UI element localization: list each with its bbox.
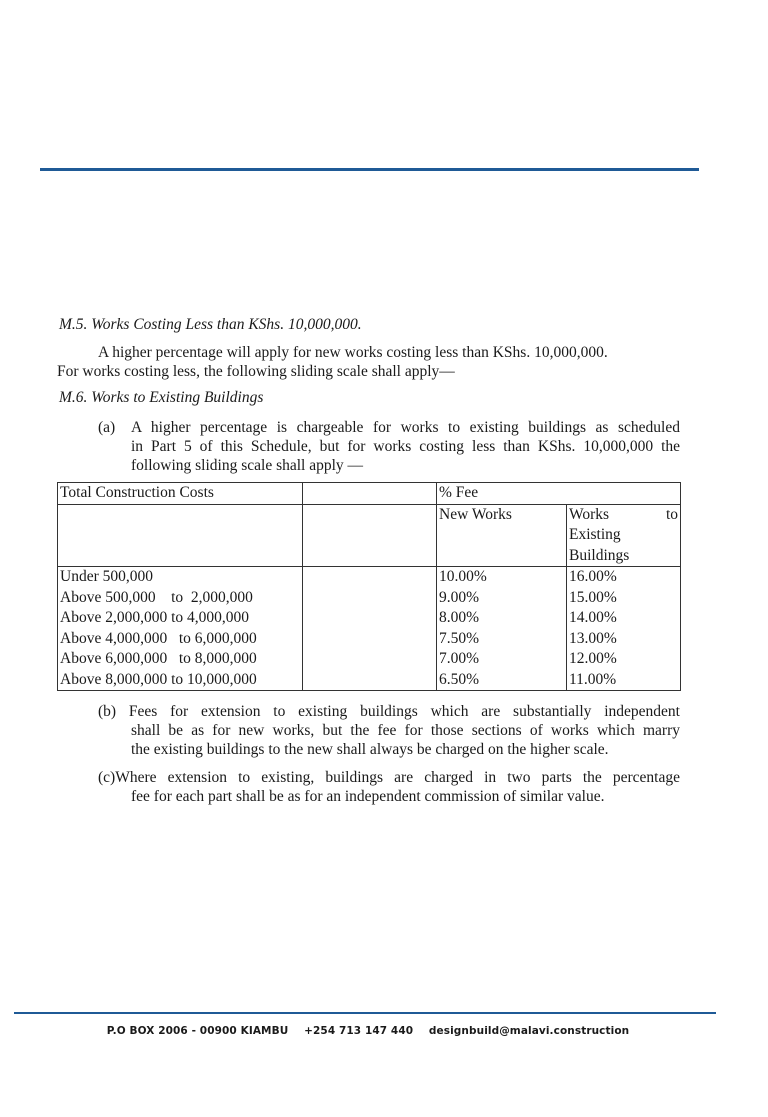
table-row bbox=[58, 608, 681, 629]
cost-range: Under 500,000 bbox=[58, 567, 303, 588]
header-existing-word-1: Works bbox=[569, 505, 610, 523]
item-b-line-1: (b) Fees for extension to existing buildings which are substantially independent bbox=[98, 703, 680, 720]
new-works-fee: 8.00% bbox=[437, 608, 567, 629]
item-a-line-3: following sliding scale shall apply — bbox=[131, 457, 364, 474]
header-new-works: New Works bbox=[437, 504, 567, 567]
header-total-construction-costs: Total Construction Costs bbox=[58, 483, 303, 505]
existing-buildings-fee: 13.00% bbox=[567, 629, 681, 650]
cost-range: Above 500,000 to 2,000,000 bbox=[58, 588, 303, 609]
existing-buildings-fee: 16.00% bbox=[567, 567, 681, 588]
cost-range: Above 2,000,000 to 4,000,000 bbox=[58, 608, 303, 629]
section-m5-paragraph-line-2: For works costing less, the following sliding scale shall apply— bbox=[57, 363, 455, 380]
table-subheader-row bbox=[58, 504, 681, 567]
section-m6-heading: M.6. Works to Existing Buildings bbox=[59, 389, 264, 406]
footer-email: designbuild@malavi.construction bbox=[428, 1025, 630, 1037]
header-fee: % Fee bbox=[437, 483, 681, 505]
item-c-line-2: fee for each part shall be as for an independent commission of similar value. bbox=[131, 788, 605, 805]
new-works-fee: 9.00% bbox=[437, 588, 567, 609]
table-row bbox=[58, 670, 681, 691]
table-row bbox=[58, 649, 681, 670]
existing-buildings-fee: 15.00% bbox=[567, 588, 681, 609]
subheader-empty-cell bbox=[303, 504, 437, 567]
footer-phone: +254 713 147 440 bbox=[304, 1025, 414, 1037]
table-header-row bbox=[58, 483, 681, 505]
section-m5-paragraph-line-1: A higher percentage will apply for new works costing less than KShs. 10,000,000. bbox=[98, 344, 608, 361]
existing-buildings-fee: 12.00% bbox=[567, 649, 681, 670]
cost-range: Above 8,000,000 to 10,000,000 bbox=[58, 670, 303, 691]
header-works-to-existing-buildings bbox=[567, 504, 681, 567]
empty-cell bbox=[303, 567, 437, 588]
item-c-line-1: (c)Where extension to existing, buildings are charged in two parts the percentage bbox=[98, 769, 680, 786]
empty-cell bbox=[303, 588, 437, 609]
table-row bbox=[58, 629, 681, 650]
section-m5-heading: M.5. Works Costing Less than KShs. 10,000,000. bbox=[59, 316, 362, 333]
cost-range: Above 6,000,000 to 8,000,000 bbox=[58, 649, 303, 670]
header-divider bbox=[40, 168, 699, 171]
empty-cell bbox=[303, 608, 437, 629]
cost-range: Above 4,000,000 to 6,000,000 bbox=[58, 629, 303, 650]
header-existing-word-2: to bbox=[665, 505, 679, 523]
item-a-line-2: in Part 5 of this Schedule, but for works costing less than KShs. 10,000,000 the bbox=[131, 438, 680, 455]
new-works-fee: 10.00% bbox=[437, 567, 567, 588]
fee-scale-table bbox=[57, 482, 681, 691]
header-empty-cell bbox=[303, 483, 437, 505]
item-a-label: (a) bbox=[98, 419, 116, 436]
footer-contact bbox=[0, 1025, 736, 1037]
existing-buildings-fee: 14.00% bbox=[567, 608, 681, 629]
new-works-fee: 7.00% bbox=[437, 649, 567, 670]
empty-cell bbox=[303, 670, 437, 691]
header-existing-line-2: Existing bbox=[569, 526, 621, 543]
empty-cell bbox=[303, 629, 437, 650]
footer-address: P.O BOX 2006 - 00900 KIAMBU bbox=[106, 1025, 289, 1037]
new-works-fee: 7.50% bbox=[437, 629, 567, 650]
header-existing-line-3: Buildings bbox=[569, 546, 630, 564]
table-row bbox=[58, 567, 681, 588]
empty-cell bbox=[303, 649, 437, 670]
item-a-line-1: A higher percentage is chargeable for works to existing buildings as scheduled bbox=[131, 419, 680, 436]
item-b-line-2: shall be as for new works, but the fee for those sections of works which marry bbox=[131, 722, 680, 739]
table-row bbox=[58, 588, 681, 609]
item-b-line-3: the existing buildings to the new shall always be charged on the higher scale. bbox=[131, 741, 609, 758]
existing-buildings-fee: 11.00% bbox=[567, 670, 681, 691]
subheader-empty-cell bbox=[58, 504, 303, 567]
footer-divider bbox=[14, 1012, 716, 1014]
new-works-fee: 6.50% bbox=[437, 670, 567, 691]
